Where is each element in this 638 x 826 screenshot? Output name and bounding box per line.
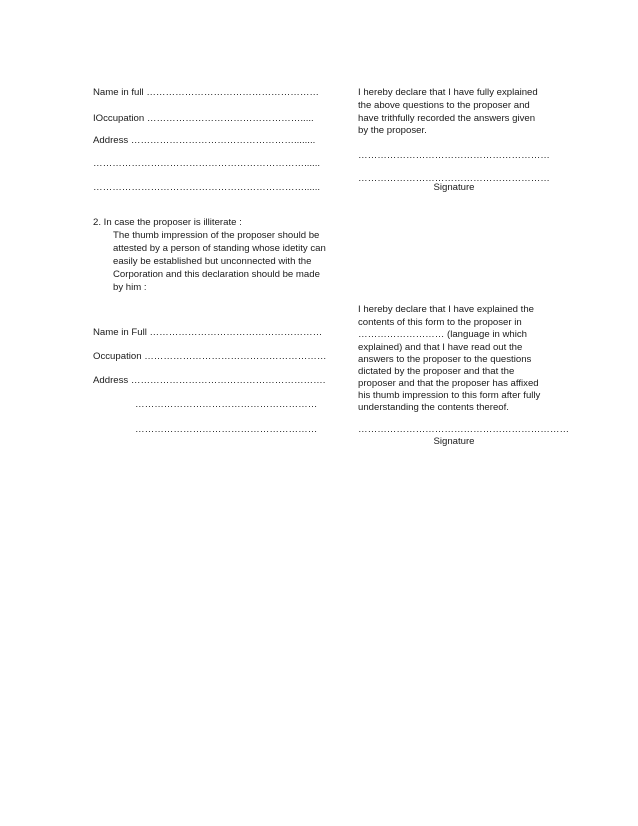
s2-declaration-line: understanding the contents thereof. [358,402,509,413]
s1-address-blank-line-1: …………………………………………………………...... [93,158,321,169]
s2-declaration-line: explained) and that I have read out the [358,342,523,353]
s1-address-blank-line-2: …………………………………………………………...... [93,182,321,193]
s2-paragraph-line: by him : [113,282,147,293]
s2-address-blank-line-1: ………………………………………………… [135,399,318,410]
s1-signature-dots-1: …………………………………………………… [358,150,550,161]
s1-name-in-full-line: Name in full ……………………………………………… [93,87,320,98]
s1-declaration-line: by the proposer. [358,125,427,136]
s2-paragraph-line: easily be established but unconnected with the [113,256,312,267]
s2-address-line: Address ……………………………………………………. [93,375,326,386]
s2-paragraph-line: Corporation and this declaration should be made [113,269,320,280]
s2-signature-label: Signature [433,436,475,447]
s1-declaration-line: I hereby declare that I have fully explained [358,87,538,98]
s1-declaration-line: have trithfully recorded the answers given [358,113,536,124]
s2-declaration-line: dictated by the proposer and that the [358,366,515,377]
s2-declaration-line: his thumb impression to this form after fully [358,390,541,401]
s1-occupation-line: IOccupation …………………………………………..... [93,113,314,124]
s2-heading: 2. In case the proposer is illiterate : [93,217,242,228]
s2-declaration-line: proposer and that the proposer has affixed [358,378,539,389]
s2-paragraph-line: The thumb impression of the proposer should be [113,230,320,241]
s2-name-in-full-line: Name in Full ……………………………………………… [93,327,323,338]
s2-declaration-line: answers to the proposer to the questions [358,354,532,365]
s1-address-line: Address ……………………………………………........ [93,135,316,146]
s1-signature-dots-2: …………………………………………………… [358,173,550,184]
s2-declaration-line: ……………………… (language in which [358,329,528,340]
s1-signature-label: Signature [433,182,475,193]
s2-paragraph-line: attested by a person of standing whose idetity can [113,243,326,254]
s2-address-blank-line-2: ………………………………………………… [135,424,318,435]
s2-signature-dots: ………………………………………………………… [358,424,570,435]
s2-occupation-line: Occupation ………………………………………………… [93,351,327,362]
s1-declaration-line: the above questions to the proposer and [358,100,530,111]
s2-declaration-line: I hereby declare that I have explained the [358,304,535,315]
s2-declaration-line: contents of this form to the proposer in [358,317,522,328]
